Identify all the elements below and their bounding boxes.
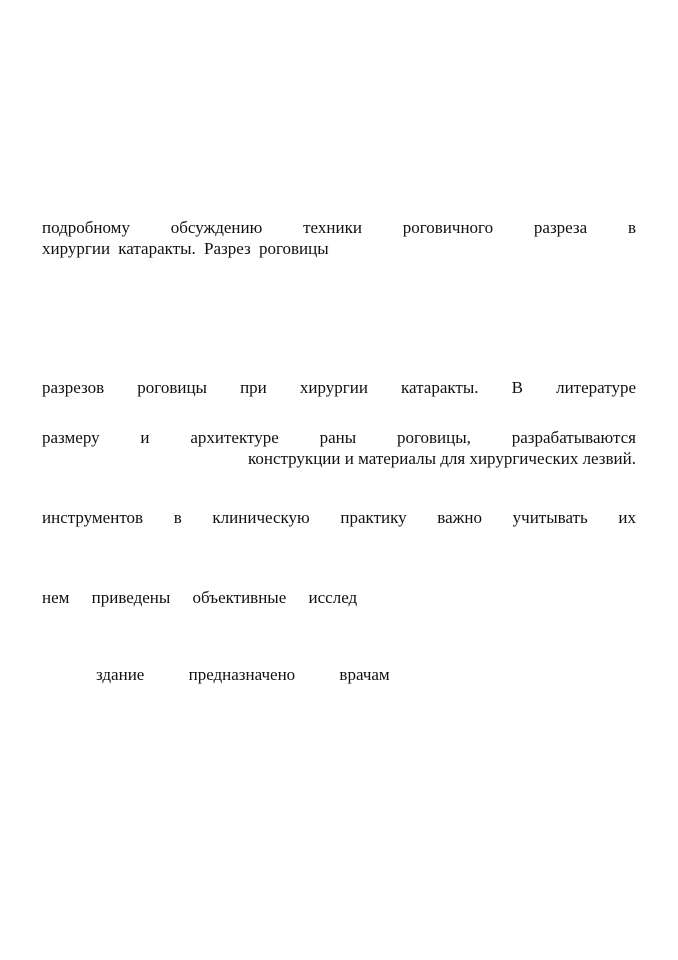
text-line-7: нем приведены объективные исслед [42,588,358,607]
text-line-1: подробному обсуждению техники роговичного разреза в [42,218,636,237]
text-line-6: инструментов в клиническую практику важно учитывать их [42,508,636,527]
text-line-4: размеру и архитектуре раны роговицы, разрабатываются [42,428,636,447]
text-line-3: разрезов роговицы при хирургии катаракты. В литературе [42,378,636,397]
text-line-2: хирургии катаракты. Разрез роговицы [42,239,329,258]
text-line-8: здание предназначено врачам [96,665,390,684]
text-line-5: конструкции и материалы для хирургических лезвий. [247,449,636,468]
